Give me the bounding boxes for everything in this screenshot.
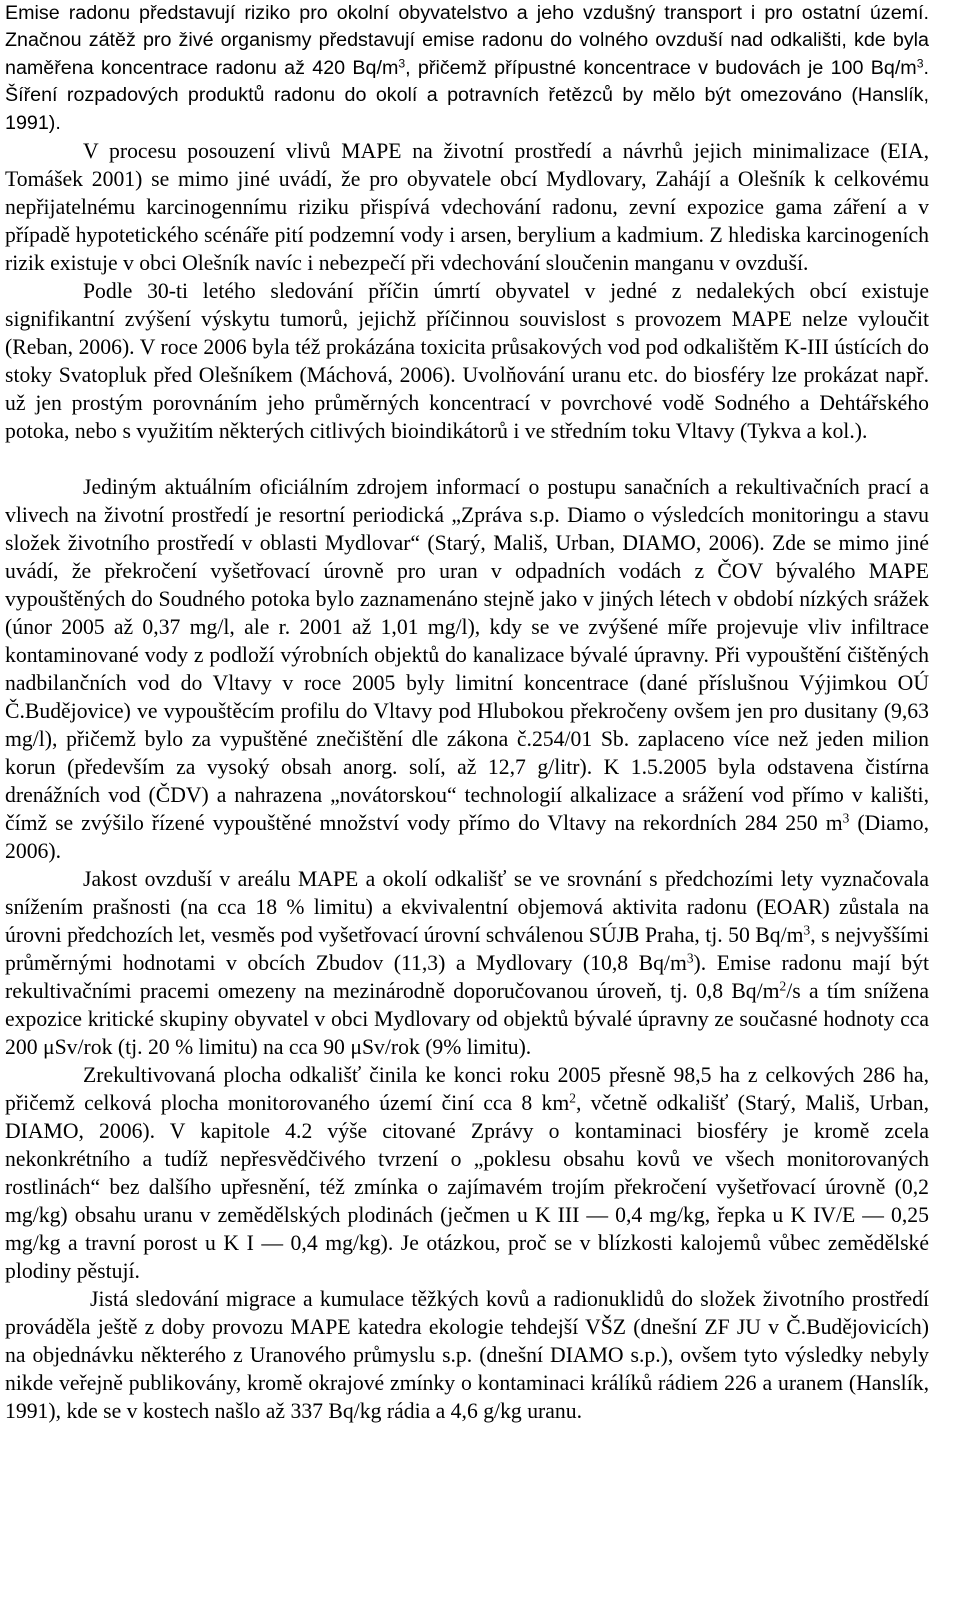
text-run: Emise radonu představují riziko pro okolní obyvatelstvo a jeho vzdušný transport i pro ostatní území. Značnou zátěž pro živé organismy představují emise radonu do volného ovzduší nad odkališti, kde byla naměřena koncentrace radonu až 420 Bq/m <box>5 2 929 79</box>
superscript: 3 <box>398 56 406 71</box>
paragraph-spacer <box>5 445 929 473</box>
text-run: Jakost ovzduší v areálu MAPE a okolí odkališť se ve srovnání s předchozími lety vyznačovala snížením prašnosti (na cca 18 % limitu) a ekvivalentní objemová aktivita radonu (EOAR) zůstala na úrovni předchozích let, vesměs pod vyšetřovací úrovní schválenou SÚJB Praha, tj. 50 Bq/m <box>5 867 929 948</box>
paragraph-6 <box>5 1061 929 1285</box>
text-run: , včetně odkališť (Starý, Mališ, Urban, DIAMO, 2006). V kapitole 4.2 výše citované Zprávy o kontaminaci biosféry je kromě zcela nekonkrétního a tudíž nepřesvědčivého tvrzení o „poklesu obsahu kovů ve všech monitorovaných rostlinách“ bez dalšího upřesnění, též zmínka o zajímavém trojím překročení vyšetřovací úrovně (0,2 mg/kg) obsahu uranu v zemědělských plodinách (ječmen u K III — 0,4 mg/kg, řepka u K IV/E — 0,25 mg/kg a travní porost u K I — 0,4 mg/kg). Je otázkou, proč se v blízkosti kalojemů vůbec zemědělské plodiny pěstují. <box>5 1091 930 1284</box>
superscript: 3 <box>803 922 811 938</box>
text-run: Podle 30-ti letého sledování příčin úmrtí obyvatel v jedné z nedalekých obcí existuje signifikantní zvýšení výskytu tumorů, jejichž příčinnou souvislost s provozem MAPE nelze vyloučit (Reban, 2006). V roce 2006 byla též prokázána toxicita průsakových vod pod odkalištěm K-III ústících do stoky Svatopluk před Olešníkem (Máchová, 2006). Uvolňování uranu etc. do biosféry lze prokázat např. už jen prostým porovnáním jeho průměrných koncentrací v povrchové vodě Sodného a Dehtářského potoka, nebo s využitím některých citlivých bioindikátorů i ve středním toku Vltavy (Tykva a kol.). <box>5 279 929 444</box>
text-run: Jediným aktuálním oficiálním zdrojem informací o postupu sanačních a rekultivačních prací a vlivech na životní prostředí je resortní periodická „Zpráva s.p. Diamo o výsledcích monitoringu a stavu složek životního prostředí v oblasti Mydlovar“ (Starý, Mališ, Urban, DIAMO, 2006). Zde se mimo jiné uvádí, že překročení vyšetřovací úrovně pro uran v odpadních vodách z ČOV bývalého MAPE vypouštěných do Soudného potoka bylo zaznamenáno stejně jako v jiných létech v období nízkých srážek (únor 2005 až 0,37 mg/l, ale r. 2001 až 1,01 mg/l), kdy se ve zvýšené míře projevuje vliv infiltrace kontaminované vody z podloží výrobních objektů do kanalizace bývalé úpravny. Při vypouštění čištěných nadbilančních vod do Vltavy v roce 2005 byly limitní koncentrace (dané příslušnou Výjimkou OÚ Č.Budějovice) ve vypouštěcím profilu do Vltavy pod Hlubokou překročeny ovšem jen pro dusitany (9,63 mg/l), přičemž bylo za vypuštěné znečištění dle zákona č.254/01 Sb. zaplaceno více než jeden milion korun (především za vysoký obsah anorg. solí, až 12,7 g/litr). K 1.5.2005 byla odstavena čistírna drenážních vod (ČDV) a nahrazena „novátorskou“ technologií alkalizace a srážení vod přímo v kališti, čímž se zvýšilo řízené vypouštěné množství vody přímo do Vltavy na rekordních 284 250 m <box>5 475 929 836</box>
text-run: , s nejvyššími průměrnými hodnotami v obcích Zbudov (11,3) a Mydlovary (10,8 Bq/m <box>5 923 929 976</box>
superscript: 2 <box>569 1090 576 1106</box>
text-run: ). Emise radonu mají být rekultivačními pracemi omezeny na mezinárodně doporučovanou úroveň, tj. 0,8 Bq/m <box>5 951 929 1004</box>
text-run: V procesu posouzení vlivů MAPE na životní prostředí a návrhů jejich minimalizace (EIA, Tomášek 2001) se mimo jiné uvádí, že pro obyvatele obcí Mydlovary, Zahájí a Olešník k celkovému nepřijatelnému karcinogennímu riziku přispívá vdechování radonu, zevní expozice gama záření a v případě hypotetického scénáře pití podzemní vody i arsen, berylium a kadmium. Z hlediska karcinogeních rizik existuje v obci Olešník navíc i nebezpečí při vdechování sloučenin manganu v ovzduší. <box>5 139 929 276</box>
text-run: , přičemž přípustné koncentrace v budovách je 100 Bq/m <box>405 56 917 79</box>
superscript: 3 <box>842 810 850 826</box>
text-run: . Šíření rozpadových produktů radonu do okolí a potravních řetězců by mělo být omezováno (Hanslík, 1991). <box>5 56 929 134</box>
paragraph-5 <box>5 865 929 1061</box>
superscript: 3 <box>686 950 694 966</box>
text-run: /s a tím snížena expozice kritické skupiny obyvatel v obci Mydlovary od objektů bývalé úpravny ze současné hodnoty cca 200 μSv/rok (tj. 20 % limitu) na cca 90 μSv/rok (9% limitu). <box>5 979 929 1060</box>
document-page <box>5 0 929 1425</box>
text-run: Jistá sledování migrace a kumulace těžkých kovů a radionuklidů do složek životního prostředí prováděla ještě z doby provozu MAPE katedra ekologie tehdejší VŠZ (dnešní ZF JU v Č.Budějovicích) na objednávku některého z Uranového průmyslu s.p. (dnešní DIAMO s.p.), ovšem tyto výsledky nebyly nikde veřejně publikovány, kromě okrajové zmínky o kontaminaci králíků rádiem 226 a uranem (Hanslík, 1991), kde se v kostech našlo až 337 Bq/kg rádia a 4,6 g/kg uranu. <box>5 1287 929 1424</box>
paragraph-4 <box>5 473 929 865</box>
paragraph-7 <box>5 1285 929 1425</box>
text-run: Zrekultivovaná plocha odkališť činila ke konci roku 2005 přesně 98,5 ha z celkových 286 ha, přičemž celková plocha monitorovaného území činí cca 8 km <box>5 1063 929 1116</box>
superscript: 2 <box>779 978 787 994</box>
paragraph-2 <box>5 137 929 277</box>
superscript: 3 <box>916 56 924 71</box>
paragraph-3 <box>5 277 929 445</box>
text-run: (Diamo, 2006). <box>5 811 929 864</box>
paragraph-1 <box>5 0 929 137</box>
